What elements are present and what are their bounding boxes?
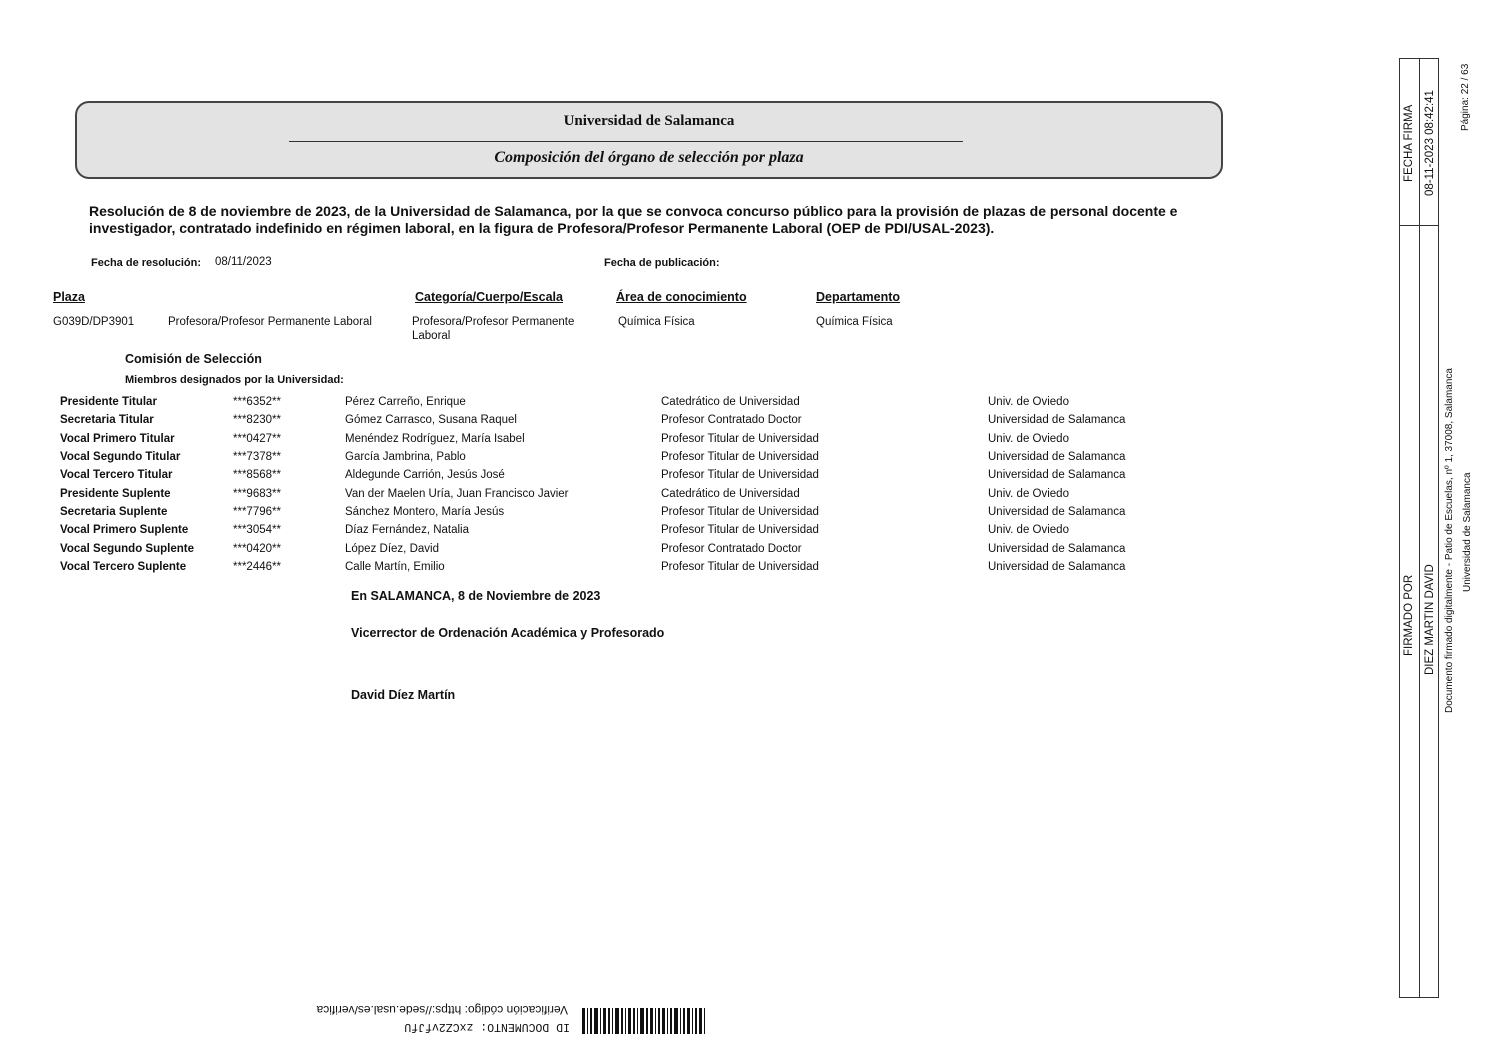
member-role: Vocal Tercero Titular <box>60 469 173 481</box>
member-category: Profesor Titular de Universidad <box>661 524 819 536</box>
col-header-area: Área de conocimiento <box>616 290 747 304</box>
member-category: Catedrático de Universidad <box>661 488 800 500</box>
member-university: Univ. de Oviedo <box>988 396 1069 408</box>
plaza-codigo: G039D/DP3901 <box>53 316 135 328</box>
table-row <box>0 543 1400 561</box>
table-row <box>0 469 1400 487</box>
plaza-categoria-line2: Laboral <box>412 330 451 342</box>
comision-subtitle: Miembros designados por la Universidad: <box>125 374 344 386</box>
table-row <box>0 433 1400 451</box>
member-category: Profesor Contratado Doctor <box>661 414 802 426</box>
signer-position: Vicerrector de Ordenación Académica y Profesorado <box>351 626 665 640</box>
member-university: Universidad de Salamanca <box>988 414 1126 426</box>
member-dni: ***3054** <box>233 524 281 536</box>
signature-panel-hdivider <box>1399 225 1439 226</box>
table-row <box>0 524 1400 542</box>
member-category: Profesor Contratado Doctor <box>661 543 802 555</box>
col-header-departamento: Departamento <box>816 290 901 304</box>
member-dni: ***6352** <box>233 396 281 408</box>
col-header-categoria: Categoría/Cuerpo/Escala <box>415 290 563 304</box>
member-university: Universidad de Salamanca <box>988 451 1126 463</box>
fecha-resolucion-label: Fecha de resolución: <box>91 257 202 269</box>
member-dni: ***0420** <box>233 543 281 555</box>
firmado-por-value: DIEZ MARTIN DAVID <box>1424 564 1436 675</box>
fecha-firma-label: FECHA FIRMA <box>1403 104 1415 182</box>
member-name: Aldegunde Carrión, Jesús José <box>345 469 505 481</box>
member-dni: ***7378** <box>233 451 281 463</box>
fecha-publicacion-label: Fecha de publicación: <box>604 257 720 269</box>
member-university: Universidad de Salamanca <box>988 543 1126 555</box>
member-dni: ***0427** <box>233 433 281 445</box>
firmado-por-label: FIRMADO POR <box>1403 574 1415 656</box>
header-box <box>75 101 1223 179</box>
table-row <box>0 451 1400 469</box>
table-row <box>0 414 1400 432</box>
member-role: Vocal Primero Suplente <box>60 524 189 536</box>
universidad-vertical: Universidad de Salamanca <box>1462 472 1473 592</box>
member-university: Universidad de Salamanca <box>988 469 1126 481</box>
member-name: Díaz Fernández, Natalia <box>345 524 470 536</box>
documento-firmado-text: Documento firmado digitalmente - Patio de Escuelas, nº 1, 37008, Salamanca <box>1444 368 1455 713</box>
member-role: Presidente Suplente <box>60 488 171 500</box>
member-university: Universidad de Salamanca <box>988 506 1126 518</box>
plaza-descripcion: Profesora/Profesor Permanente Laboral <box>168 316 372 328</box>
member-role: Vocal Segundo Titular <box>60 451 181 463</box>
member-category: Profesor Titular de Universidad <box>661 469 819 481</box>
plaza-categoria-line1: Profesora/Profesor Permanente <box>412 316 575 328</box>
id-documento-text: ID DOCUMENTO: zxCZ2vfJfU <box>404 1020 570 1033</box>
member-university: Universidad de Salamanca <box>988 561 1126 573</box>
member-dni: ***8230** <box>233 414 281 426</box>
member-category: Profesor Titular de Universidad <box>661 433 819 445</box>
member-name: Gómez Carrasco, Susana Raquel <box>345 414 517 426</box>
plaza-area: Química Física <box>618 316 695 328</box>
fecha-firma-value: 08-11-2023 08:42:41 <box>1424 90 1436 196</box>
col-header-plaza: Plaza <box>53 290 85 304</box>
member-dni: ***2446** <box>233 561 281 573</box>
table-row <box>0 506 1400 524</box>
signature-panel-divider <box>1419 58 1420 998</box>
member-name: López Díez, David <box>345 543 439 555</box>
member-name: García Jambrina, Pablo <box>345 451 466 463</box>
table-row <box>0 561 1400 579</box>
page-number: Página: 22 / 63 <box>1460 63 1471 131</box>
header-divider <box>289 141 963 142</box>
signer-name: David Díez Martín <box>351 688 456 702</box>
header-subtitle: Composición del órgano de selección por plaza <box>494 149 804 166</box>
member-name: Calle Martín, Emilio <box>345 561 445 573</box>
member-name: Pérez Carreño, Enrique <box>345 396 466 408</box>
member-university: Univ. de Oviedo <box>988 488 1069 500</box>
member-name: Sánchez Montero, María Jesús <box>345 506 505 518</box>
table-row <box>0 396 1400 414</box>
member-dni: ***7796** <box>233 506 281 518</box>
member-role: Vocal Tercero Suplente <box>60 561 187 573</box>
resolution-text: Resolución de 8 de noviembre de 2023, de la Universidad de Salamanca, por la que se convoca concurso público para la provisión de plazas de personal docente e investigador, contratado indefinido en régimen laboral, en la figura de Profesora/Profesor Permanente Laboral (OEP de PDI/USAL-2023). <box>89 203 1178 236</box>
table-row <box>0 488 1400 506</box>
member-dni: ***9683** <box>233 488 281 500</box>
document-barcode <box>582 1008 718 1034</box>
members-table <box>0 396 1400 581</box>
member-role: Secretaria Suplente <box>60 506 168 518</box>
member-role: Secretaria Titular <box>60 414 154 426</box>
fecha-resolucion-value: 08/11/2023 <box>215 256 272 268</box>
comision-title: Comisión de Selección <box>125 352 262 366</box>
member-category: Profesor Titular de Universidad <box>661 561 819 573</box>
member-category: Profesor Titular de Universidad <box>661 451 819 463</box>
member-role: Presidente Titular <box>60 396 157 408</box>
member-role: Vocal Primero Titular <box>60 433 175 445</box>
verificacion-text: Verificación código: https://sede.usal.es/verifica <box>316 1003 568 1017</box>
plaza-departamento: Química Física <box>816 316 893 328</box>
member-category: Profesor Titular de Universidad <box>661 506 819 518</box>
place-date: En SALAMANCA, 8 de Noviembre de 2023 <box>351 589 601 603</box>
member-role: Vocal Segundo Suplente <box>60 543 194 555</box>
member-name: Menéndez Rodríguez, María Isabel <box>345 433 525 445</box>
member-dni: ***8568** <box>233 469 281 481</box>
member-university: Univ. de Oviedo <box>988 433 1069 445</box>
member-name: Van der Maelen Uría, Juan Francisco Javier <box>345 488 569 500</box>
member-university: Univ. de Oviedo <box>988 524 1069 536</box>
member-category: Catedrático de Universidad <box>661 396 800 408</box>
header-title: Universidad de Salamanca <box>563 113 735 129</box>
